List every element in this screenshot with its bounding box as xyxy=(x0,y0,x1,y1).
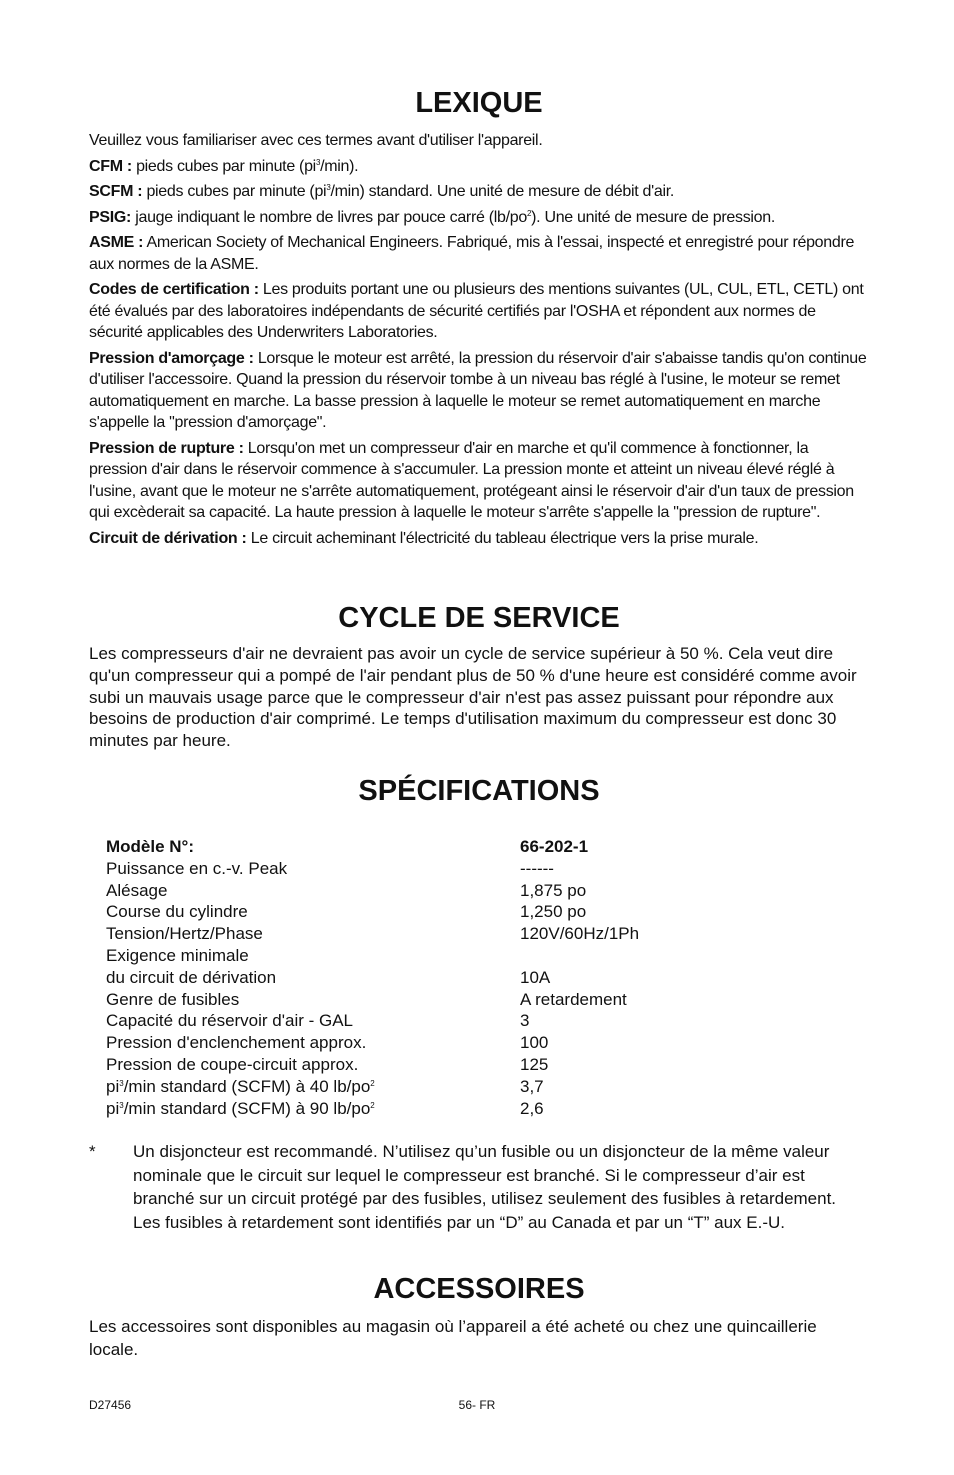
spec-value: 125 xyxy=(520,1054,549,1074)
specifications-heading: SPÉCIFICATIONS xyxy=(358,775,600,807)
spec-label xyxy=(106,901,520,923)
accessoires-heading: ACCESSOIRES xyxy=(373,1273,585,1305)
spec-value: 1,875 po xyxy=(520,880,587,900)
spec-value: 10A xyxy=(520,967,551,987)
spec-label-text: Pression d'enclenchement approx. xyxy=(106,1033,367,1053)
spec-label-text: Tension/Hertz/Phase xyxy=(106,924,263,944)
spec-value: 120V/60Hz/1Ph xyxy=(520,924,640,944)
term-name: CFM : xyxy=(89,157,132,175)
spec-label-text: Exigence minimale xyxy=(106,945,249,965)
lexique-term xyxy=(89,348,869,434)
term-name: Pression d'amorçage : xyxy=(89,349,254,367)
spec-row xyxy=(106,923,706,945)
term-definition: pieds cubes par minute (pi xyxy=(131,157,316,175)
cycle-heading: CYCLE DE SERVICE xyxy=(338,602,620,634)
spec-label xyxy=(106,923,520,945)
spec-label xyxy=(106,1010,520,1032)
spec-label-text: pi xyxy=(106,1098,120,1118)
spec-row xyxy=(106,945,706,967)
footnote-text: Un disjoncteur est recommandé. N’utilisez qu’un fusible ou un disjoncteur de la même valeur nominale que le circuit sur lequel le compresseur est branché. Si le compresseur d’air est branché sur un circuit protégé par des fusibles, utilisez seulement des fusibles à retardement. Les fusibles à retardement sont identifiés par un “D” au Canada et par un “T” aux E.-U. xyxy=(133,1142,837,1232)
specifications-table xyxy=(106,836,706,1119)
term-superscript: 3 xyxy=(326,183,331,192)
spec-row xyxy=(106,1032,706,1054)
spec-label-text: Capacité du réservoir d'air - GAL xyxy=(106,1011,354,1031)
spec-label xyxy=(106,1032,520,1054)
spec-label-text: du circuit de dérivation xyxy=(106,967,277,987)
term-superscript: 3 xyxy=(315,157,321,167)
spec-row xyxy=(106,1010,706,1032)
spec-row xyxy=(106,1098,706,1120)
term-definition: pieds cubes par minute (pi xyxy=(142,183,327,200)
spec-label-text: /min standard (SCFM) à 90 lb/po xyxy=(123,1098,371,1118)
terms-list xyxy=(89,156,869,550)
accessoires-paragraph: Les accessoires sont disponibles au magasin où l’appareil a été acheté ou chez une quincaillerie locale. xyxy=(89,1317,817,1359)
spec-label xyxy=(106,1054,520,1076)
term-definition: /min). xyxy=(320,157,359,175)
spec-row xyxy=(106,858,706,880)
lexique-intro: Veuillez vous familiariser avec ces termes avant d'utiliser l'appareil. xyxy=(89,132,543,149)
term-definition: Lorsque le moteur est arrêté, la pression du réservoir d'air s'abaisse tandis qu'on continue d'utiliser l'accessoire. Quand la pression du réservoir tombe à un niveau bas réglé à l'usine, le moteur se remet automatiquement en marche. La basse pression à laquelle le moteur se remet automatiquement en marche s'appelle la "pression d'amorçage". xyxy=(89,349,867,431)
spec-value: 3,7 xyxy=(520,1076,544,1096)
term-definition: Lorsqu'on met un compresseur d'air en marche et qu'il commence à fonctionner, la pression d'air dans le réservoir commence à s'accumuler. La pression monte et atteint un niveau élevé réglé à l'usine, avant que le moteur ne s'arrête automatiquement, protégeant ainsi le réservoir d'air d'un taux de pression qui excèderait sa capacité. La haute pression à laquelle le moteur s'arrête s'appelle la "pression de rupture". xyxy=(89,439,854,521)
term-definition: Le circuit acheminant l'électricité du tableau électrique vers la prise murale. xyxy=(246,529,759,547)
cycle-paragraph: Les compresseurs d'air ne devraient pas avoir un cycle de service supérieur à 50 %. Cela veut dire qu'un compresseur qui a pompé de l'air pendant plus de 50 % d'une heure est considéré comme avoir subi un mauvais usage parce que le compresseur d'air n'est pas assez puissant pour répondre aux besoins de production d'air comprimé. Le temps d'utilisation maximum du compresseur est donc 30 minutes par heure. xyxy=(89,644,857,751)
spec-value xyxy=(520,945,706,967)
spec-value: ------ xyxy=(520,858,554,878)
spec-label-text: pi xyxy=(106,1076,120,1096)
term-definition: Les produits portant une ou plusieurs des mentions suivantes (UL, CUL, ETL, CETL) ont été évalués par des laboratoires indépendants de sécurité certifiés par l'OSHA et répondent aux normes de sécurité applicables des Underwriters Laboratories. xyxy=(89,281,864,341)
spec-value: 1,250 po xyxy=(520,902,587,922)
spec-label-text: Pression de coupe-circuit approx. xyxy=(106,1054,359,1074)
spec-label-superscript: 2 xyxy=(370,1078,375,1088)
spec-row xyxy=(106,880,706,902)
term-name: Codes de certification : xyxy=(89,281,259,298)
spec-label-superscript: 2 xyxy=(370,1100,375,1110)
lexique-heading: LEXIQUE xyxy=(415,87,543,119)
footnote xyxy=(89,1140,869,1234)
lexique-term xyxy=(89,279,869,344)
spec-label xyxy=(106,989,520,1011)
spec-header-value: 66-202-1 xyxy=(520,837,589,856)
term-name: Pression de rupture : xyxy=(89,439,244,457)
spec-value: 2,6 xyxy=(520,1098,544,1118)
spec-label-superscript: 3 xyxy=(119,1078,124,1088)
spec-row xyxy=(106,1054,706,1076)
spec-label-text: Alésage xyxy=(106,880,168,900)
spec-label-text: /min standard (SCFM) à 40 lb/po xyxy=(123,1076,371,1096)
lexique-term xyxy=(89,528,869,550)
spec-label xyxy=(106,967,520,989)
spec-label xyxy=(106,945,520,967)
spec-value: 100 xyxy=(520,1033,549,1053)
spec-row xyxy=(106,1076,706,1098)
lexique-term xyxy=(89,181,869,203)
spec-row xyxy=(106,967,706,989)
term-name: SCFM : xyxy=(89,183,143,200)
term-definition: American Society of Mechanical Engineers. Fabriqué, mis à l'essai, inspecté et enregistré pour répondre aux normes de la ASME. xyxy=(89,234,855,273)
term-superscript: 2 xyxy=(526,208,532,218)
lexique-term xyxy=(89,232,869,275)
spec-header-label: Modèle N°: xyxy=(106,837,195,856)
term-definition: jauge indiquant le nombre de livres par pouce carré (lb/po xyxy=(131,208,527,226)
lexique-section xyxy=(89,130,869,553)
spec-value: 3 xyxy=(520,1011,530,1031)
footnote-marker: * xyxy=(89,1142,96,1161)
spec-label xyxy=(106,858,520,880)
page-number: 56- FR xyxy=(458,1398,496,1412)
lexique-term xyxy=(89,156,869,178)
spec-row xyxy=(106,901,706,923)
term-name: Circuit de dérivation : xyxy=(89,529,247,547)
document-id: D27456 xyxy=(89,1398,132,1412)
term-definition: ). Une unité de mesure de pression. xyxy=(531,208,775,226)
spec-label xyxy=(106,880,520,902)
spec-label-text: Genre de fusibles xyxy=(106,989,240,1009)
term-definition: /min) standard. Une unité de mesure de débit d'air. xyxy=(330,183,674,200)
spec-header-row xyxy=(106,836,706,858)
spec-label xyxy=(106,1076,520,1098)
lexique-term xyxy=(89,438,869,524)
spec-value: A retardement xyxy=(520,989,627,1009)
spec-row xyxy=(106,989,706,1011)
lexique-term xyxy=(89,207,869,229)
term-name: PSIG: xyxy=(89,208,132,226)
spec-label-superscript: 3 xyxy=(119,1100,124,1110)
spec-label xyxy=(106,1098,520,1120)
spec-label-text: Course du cylindre xyxy=(106,902,248,922)
term-name: ASME : xyxy=(89,234,144,251)
spec-label-text: Puissance en c.-v. Peak xyxy=(106,858,288,878)
